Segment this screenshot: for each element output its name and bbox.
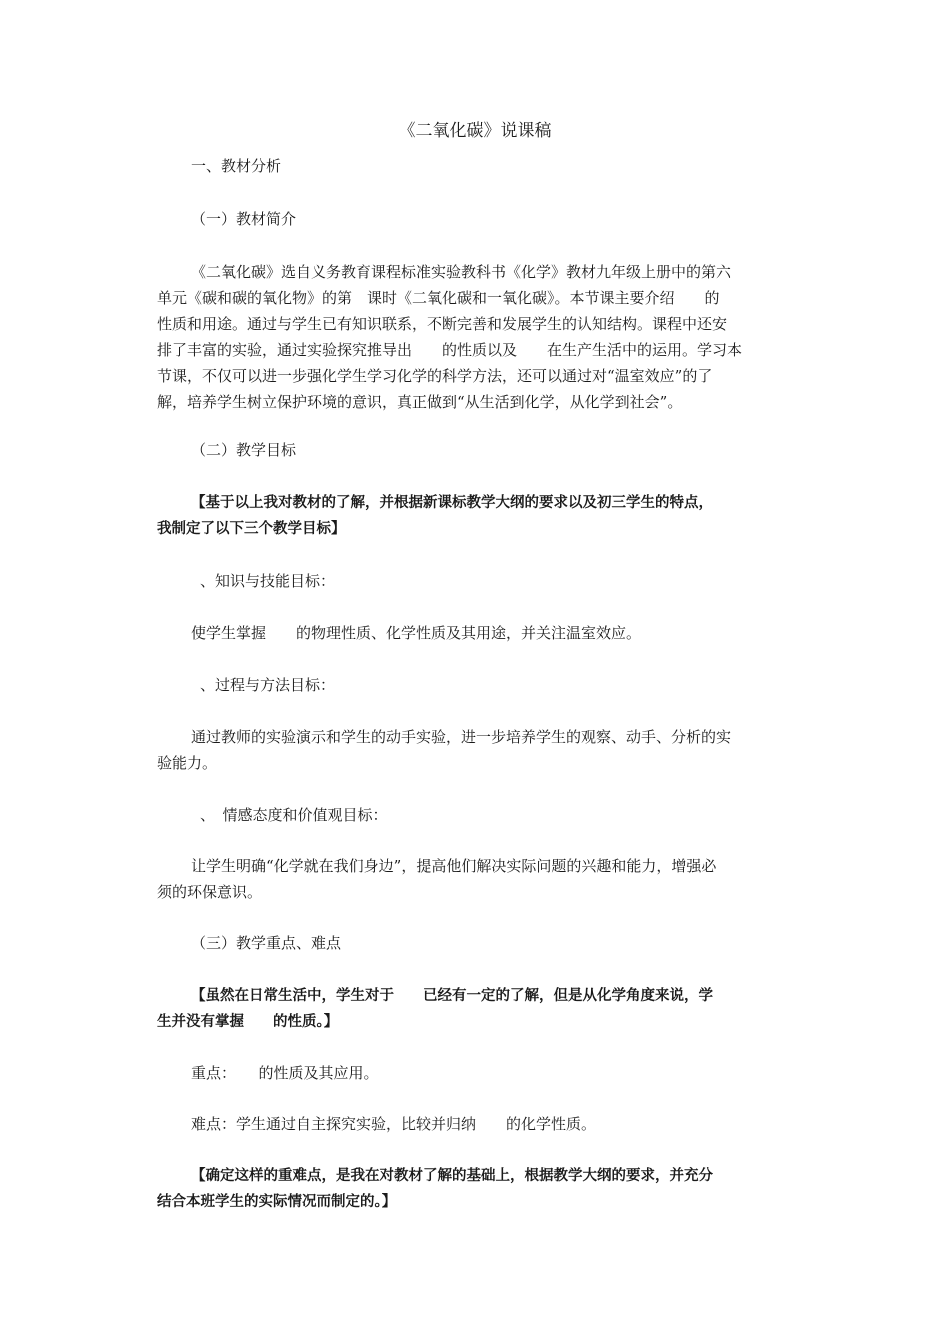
document-title: 《二氧化碳》说课稿 (398, 121, 552, 141)
goal-heading-attitude-values: 、 情感态度和价值观目标： (200, 806, 388, 824)
note-goals-basis (157, 490, 797, 542)
goal-heading-process-methods: 、过程与方法目标： (200, 676, 336, 694)
goal-heading-knowledge-skills: 、知识与技能目标： (200, 572, 336, 590)
text-line: 【虽然在日常生活中，学生对于 已经有一定的了解，但是从化学角度来说，学 (191, 988, 713, 1004)
text-line: 排了丰富的实验，通过实验探究推导出 的性质以及 在生产生活中的运用。学习本 (157, 341, 743, 359)
key-point-text: 重点： 的性质及其应用。 (191, 1064, 379, 1082)
text-line: 单元《碳和碳的氧化物》的第 课时《二氧化碳和一氧化碳》。本节课主要介绍 的 (157, 289, 720, 307)
note-rationale (157, 1163, 797, 1215)
text-line: 须的环保意识。 (157, 883, 263, 901)
text-line: 《二氧化碳》选自义务教育课程标准实验教科书《化学》教材九年级上册中的第六 (191, 263, 732, 281)
text-line: 节课，不仅可以进一步强化学生学习化学的科学方法，还可以通过对“温室效应”的了 (157, 367, 713, 385)
text-line: 我制定了以下三个教学目标】 (157, 521, 346, 537)
text-line: 结合本班学生的实际情况而制定的。】 (157, 1194, 397, 1210)
text-line: 解，培养学生树立保护环境的意识，真正做到“从生活到化学，从化学到社会”。 (157, 393, 683, 411)
text-line: 让学生明确“化学就在我们身边”，提高他们解决实际问题的兴趣和能力，增强必 (191, 857, 717, 875)
text-line: 【基于以上我对教材的了解，并根据新课标教学大纲的要求以及初三学生的特点， (191, 495, 713, 511)
subsection-heading-teaching-goals: （二）教学目标 (191, 441, 297, 459)
text-line: 验能力。 (157, 754, 218, 772)
section-heading-textbook-analysis: 一、教材分析 (191, 157, 282, 175)
goal-text-process-methods (157, 724, 797, 776)
difficult-point-text: 难点：学生通过自主探究实验，比较并归纳 的化学性质。 (191, 1115, 597, 1133)
note-key-difficult (157, 983, 797, 1035)
goal-text-attitude-values (157, 853, 797, 905)
text-line: 【确定这样的重难点，是我在对教材了解的基础上，根据教学大纲的要求，并充分 (191, 1168, 713, 1184)
text-line: 性质和用途。通过与学生已有知识联系，不断完善和发展学生的认知结构。课程中还安 (157, 315, 728, 333)
subsection-heading-textbook-intro: （一）教材简介 (191, 210, 297, 228)
goal-text-knowledge-skills: 使学生掌握 的物理性质、化学性质及其用途，并关注温室效应。 (191, 624, 642, 642)
subsection-heading-key-difficult: （三）教学重点、难点 (191, 934, 342, 952)
text-line: 生并没有掌握 的性质。】 (157, 1014, 339, 1030)
text-line: 通过教师的实验演示和学生的动手实验，进一步培养学生的观察、动手、分析的实 (191, 728, 732, 746)
paragraph-textbook-intro (157, 259, 797, 415)
